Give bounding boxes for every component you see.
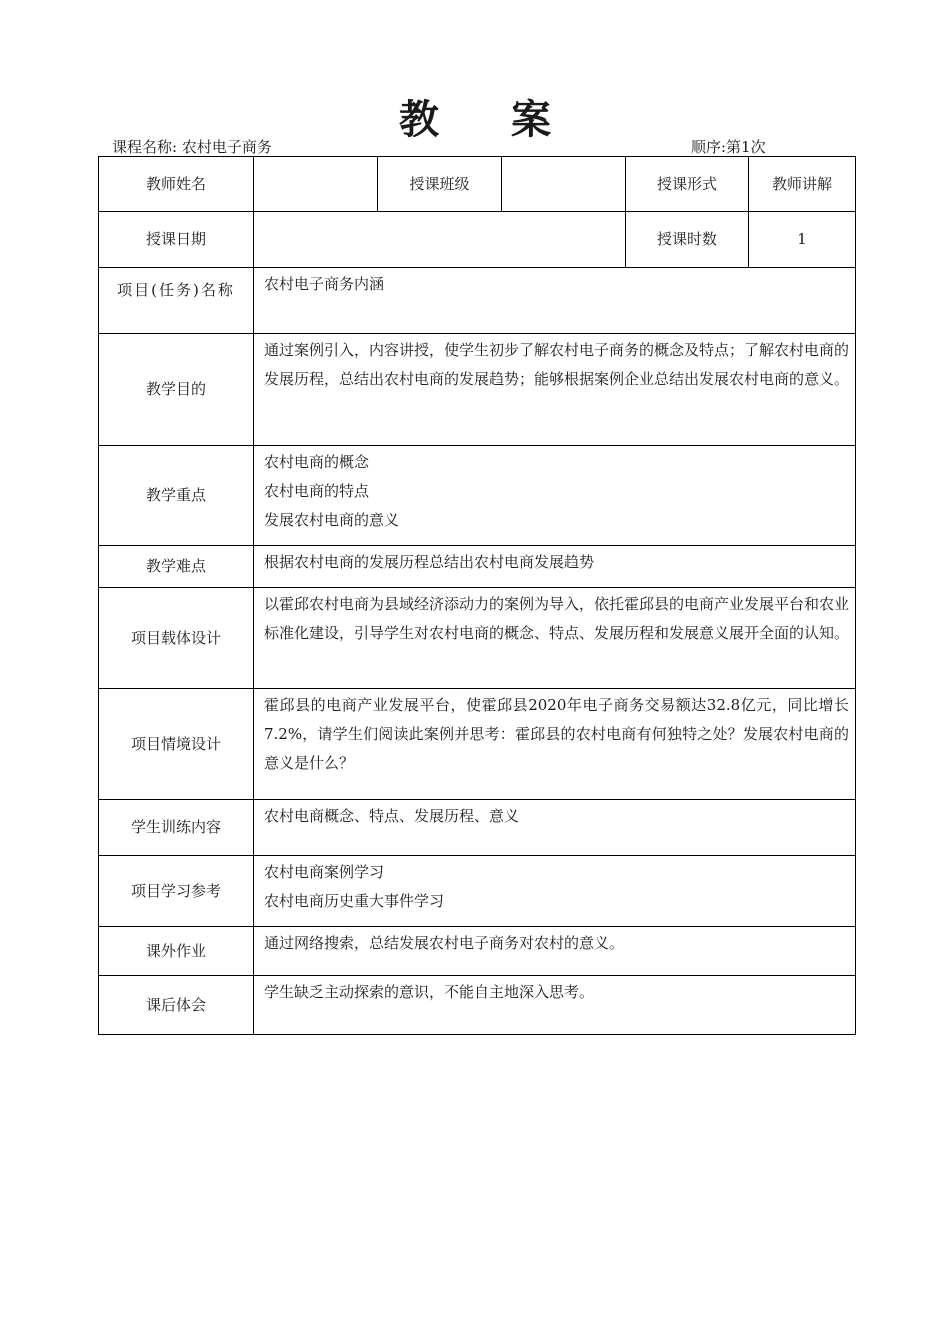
content-line: 农村电子商务内涵	[264, 275, 385, 293]
table-row	[99, 212, 856, 268]
table-row	[99, 976, 856, 1035]
content-line: 通过网络搜索，总结发展农村电子商务对农村的意义。	[264, 934, 625, 952]
table-row	[99, 334, 856, 446]
content-line: 农村电商的特点	[264, 482, 370, 500]
course-name-line	[112, 137, 272, 157]
row-label: 项目载体设计	[99, 588, 254, 689]
row-content	[254, 976, 856, 1035]
table-row	[99, 927, 856, 976]
table-row	[99, 446, 856, 546]
class-value	[502, 157, 626, 212]
row-label: 教学难点	[99, 546, 254, 588]
table-row	[99, 856, 856, 927]
date-label: 授课日期	[99, 212, 254, 268]
date-value	[254, 212, 626, 268]
hours-label: 授课时数	[626, 212, 749, 268]
teacher-name-label: 教师姓名	[99, 157, 254, 212]
table-row	[99, 689, 856, 800]
row-label: 项目学习参考	[99, 856, 254, 927]
row-label	[99, 268, 254, 334]
content-line: 农村电商历史重大事件学习	[264, 892, 445, 910]
content-line: 霍邱县的电商产业发展平台，使霍邱县2020年电子商务交易额达32.8亿元，同比增长7.2%，请学生们阅读此案例并思考：霍邱县的农村电商有何独特之处？发展农村电商的意义是什么？	[264, 696, 849, 772]
table-row	[99, 268, 856, 334]
content-line: 农村电商案例学习	[264, 863, 385, 881]
content-line: 学生缺乏主动探索的意识，不能自主地深入思考。	[264, 983, 595, 1001]
page-title: 教案	[399, 97, 623, 143]
row-content	[254, 268, 856, 334]
table-row	[99, 588, 856, 689]
row-content	[254, 334, 856, 446]
teacher-name-value	[254, 157, 378, 212]
row-content	[254, 546, 856, 588]
content-line: 农村电商概念、特点、发展历程、意义	[264, 807, 520, 825]
content-line: 通过案例引入，内容讲授，使学生初步了解农村电子商务的概念及特点；了解农村电商的发展历程，总结出农村电商的发展趋势；能够根据案例企业总结出发展农村电商的意义。	[264, 341, 850, 388]
row-content	[254, 800, 856, 856]
content-line: 发展农村电商的意义	[264, 511, 400, 529]
form-value: 教师讲解	[749, 157, 856, 212]
row-label-text: 项目(任务)名称	[117, 281, 235, 299]
row-label: 项目情境设计	[99, 689, 254, 800]
table-row	[99, 800, 856, 856]
row-content	[254, 927, 856, 976]
hours-value: 1	[749, 212, 856, 268]
row-label: 学生训练内容	[99, 800, 254, 856]
form-label: 授课形式	[626, 157, 749, 212]
content-line: 以霍邱农村电商为县域经济添动力的案例为导入，依托霍邱县的电商产业发展平台和农业标准化建设，引导学生对农村电商的概念、特点、发展历程和发展意义展开全面的认知。	[264, 595, 850, 642]
course-name-label: 课程名称:	[112, 138, 178, 156]
table-row	[99, 157, 856, 212]
row-label: 教学重点	[99, 446, 254, 546]
row-label: 课后体会	[99, 976, 254, 1035]
row-content	[254, 588, 856, 689]
lesson-plan-table	[98, 156, 856, 1035]
course-name-value: 农村电子商务	[181, 138, 272, 156]
order-text: 顺序:第1次	[691, 138, 766, 156]
row-content	[254, 856, 856, 927]
row-content	[254, 446, 856, 546]
row-label: 教学目的	[99, 334, 254, 446]
class-label: 授课班级	[378, 157, 502, 212]
row-label: 课外作业	[99, 927, 254, 976]
content-line: 根据农村电商的发展历程总结出农村电商发展趋势	[264, 553, 595, 571]
content-line: 农村电商的概念	[264, 453, 370, 471]
row-content	[254, 689, 856, 800]
table-row	[99, 546, 856, 588]
